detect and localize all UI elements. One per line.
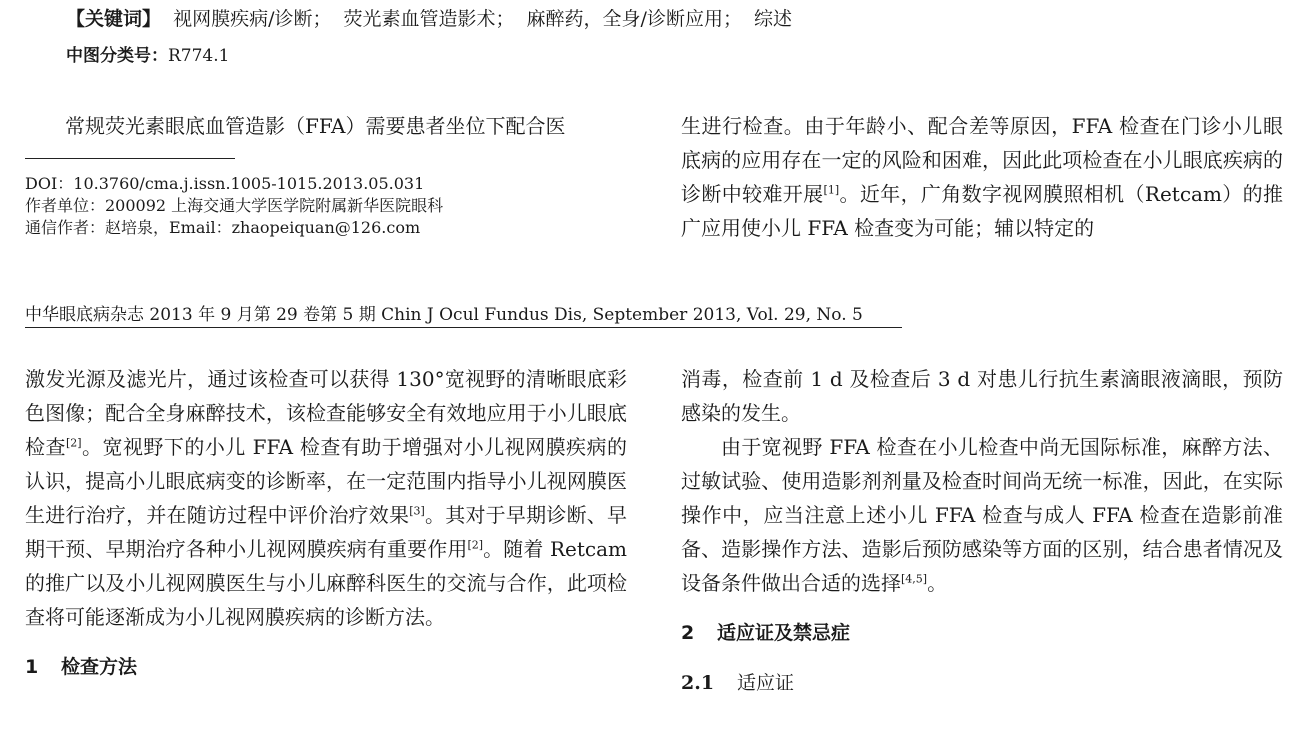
left-top-column — [25, 109, 627, 143]
running-header: 中华眼底病杂志 2013 年 9 月第 29 卷第 5 期 Chin J Ocul Fundus Dis, September 2013, Vol. 29, No. 5 — [25, 300, 902, 328]
corresponding-author-text: 通信作者：赵培泉，Email：zhaopeiquan@126.com — [25, 218, 421, 237]
classification-label: 中图分类号： — [66, 46, 168, 66]
ref-1: [1] — [823, 183, 840, 197]
right-bottom-column — [681, 362, 1283, 700]
left-bottom-column — [25, 362, 627, 684]
body-text: 。随着 Retcam 的推广以及小儿视网膜医生与小儿麻醉科医生的交流与合作，此项检查将可能逐渐成为小儿视网膜疾病的诊断方法。 — [25, 537, 628, 629]
footnote-divider — [25, 158, 235, 159]
subsection-2-1-title: 适应证 — [737, 672, 795, 694]
right-top-text-b: 。近年，广角数字视网膜照相机（Retcam）的推广应用使小儿 FFA 检查变为可能；辅以特定的 — [681, 182, 1283, 240]
affiliation-text: 作者单位：200092 上海交通大学医学院附属新华医院眼科 — [25, 196, 444, 215]
ref-3: [3] — [409, 504, 425, 518]
keywords-line — [66, 4, 792, 31]
right-top-column — [681, 109, 1283, 245]
left-top-paragraph: 常规荧光素眼底血管造影（FFA）需要患者坐位下配合医 — [65, 114, 566, 138]
right-bottom-paragraph-2 — [681, 430, 1283, 600]
right-bottom-paragraph-1: 消毒，检查前 1 d 及检查后 3 d 对患儿行抗生素滴眼液滴眼，预防感染的发生。 — [681, 367, 1283, 425]
section-1-heading — [25, 650, 627, 684]
section-2-heading — [681, 616, 1283, 650]
section-1-number: 1 — [25, 656, 39, 678]
section-2-number: 2 — [681, 622, 695, 644]
ref-2-repeat: [2] — [467, 538, 484, 552]
body-text: 。宽视野下的小儿 FFA 检查有助于增强对小儿视网膜疾病的认识，提高小儿眼底病变的诊断率，在一定范围内指导小儿视网膜医生进行治疗，并在随访过程中评价治疗效果 — [25, 435, 627, 527]
subsection-2-1-number: 2.1 — [681, 672, 715, 694]
body-text: 由于宽视野 FFA 检查在小儿检查中尚无国际标准，麻醉方法、过敏试验、使用造影剂剂量及检查时间尚无统一标准，因此，在实际操作中，应当注意上述小儿 FFA 检查与成人 FFA 检查在造影前准备、造影操作方法、造影后预防感染等方面的区别，结合患者情况及设备条件做出合适的选择 — [681, 435, 1283, 595]
section-2-title: 适应证及禁忌症 — [717, 622, 851, 644]
keywords-label: 【关键词】 — [66, 8, 162, 30]
footnote — [25, 173, 443, 239]
right-top-paragraph — [681, 109, 1283, 245]
ref-4-5: [4,5] — [901, 572, 928, 586]
keywords-text: 视网膜疾病/诊断； 荧光素血管造影术； 麻醉药，全身/诊断应用； 综述 — [173, 8, 792, 30]
section-1-title: 检查方法 — [61, 656, 138, 678]
subsection-2-1-heading — [681, 666, 1283, 700]
right-top-text-a: 生进行检查。由于年龄小、配合差等原因，FFA 检查在门诊小儿眼底病的应用存在一定的风险和困难，因此此项检查在小儿眼底疾病的诊断中较难开展 — [681, 114, 1283, 206]
left-bottom-paragraph — [25, 362, 627, 634]
body-text: 。 — [927, 571, 948, 595]
doi-text: DOI：10.3760/cma.j.issn.1005-1015.2013.05.031 — [25, 174, 425, 193]
body-text: 。其对于早期诊断、早期干预、早期治疗各种小儿视网膜疾病有重要作用 — [25, 503, 628, 561]
classification-line — [66, 41, 229, 66]
body-text: 激发光源及滤光片，通过该检查可以获得 130°宽视野的清晰眼底彩色图像；配合全身麻醉技术，该检查能够安全有效地应用于小儿眼底检查 — [25, 367, 627, 459]
ref-2: [2] — [65, 436, 82, 450]
classification-value: R774.1 — [168, 46, 230, 66]
